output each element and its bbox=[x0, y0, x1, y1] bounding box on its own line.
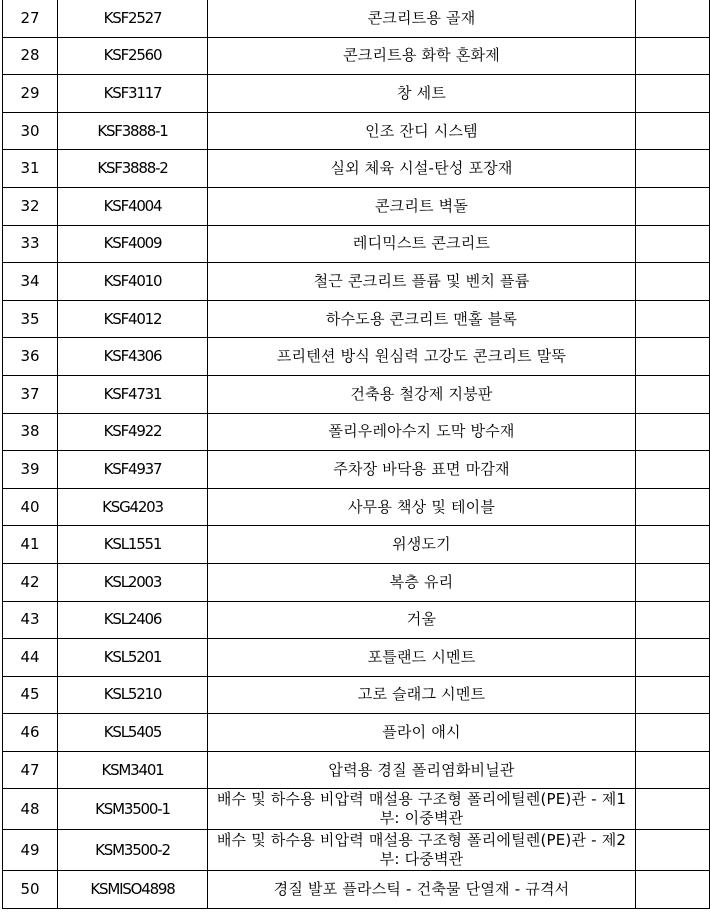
standard-name: 포틀랜드 시멘트 bbox=[208, 639, 636, 677]
standard-name: 레디믹스트 콘크리트 bbox=[208, 225, 636, 263]
table-row bbox=[3, 300, 710, 338]
note-cell bbox=[636, 413, 710, 451]
standard-code: KSL5201 bbox=[58, 639, 208, 677]
standard-name: 경질 발포 플라스틱 - 건축물 단열재 - 규격서 bbox=[208, 871, 636, 909]
note-cell bbox=[636, 488, 710, 526]
table-row bbox=[3, 830, 710, 871]
standard-name: 압력용 경질 폴리염화비닐관 bbox=[208, 751, 636, 789]
standard-name: 거울 bbox=[208, 601, 636, 639]
row-number: 50 bbox=[3, 871, 58, 909]
standard-name: 플라이 애시 bbox=[208, 714, 636, 752]
standard-name: 폴리우레아수지 도막 방수재 bbox=[208, 413, 636, 451]
standard-name: 콘크리트 벽돌 bbox=[208, 187, 636, 225]
row-number: 39 bbox=[3, 451, 58, 489]
standard-code: KSL1551 bbox=[58, 526, 208, 564]
note-cell bbox=[636, 263, 710, 301]
table-row bbox=[3, 526, 710, 564]
row-number: 44 bbox=[3, 639, 58, 677]
table-row bbox=[3, 871, 710, 909]
standard-name: 사무용 책상 및 테이블 bbox=[208, 488, 636, 526]
row-number: 31 bbox=[3, 150, 58, 188]
note-cell bbox=[636, 451, 710, 489]
table-row bbox=[3, 263, 710, 301]
note-cell bbox=[636, 0, 710, 37]
table-row bbox=[3, 789, 710, 830]
table-row bbox=[3, 676, 710, 714]
row-number: 47 bbox=[3, 751, 58, 789]
table-row bbox=[3, 451, 710, 489]
standard-name: 위생도기 bbox=[208, 526, 636, 564]
standard-code: KSL5405 bbox=[58, 714, 208, 752]
note-cell bbox=[636, 187, 710, 225]
standard-name: 창 세트 bbox=[208, 75, 636, 113]
standard-name: 하수도용 콘크리트 맨홀 블록 bbox=[208, 300, 636, 338]
note-cell bbox=[636, 563, 710, 601]
standard-code: KSF3888-2 bbox=[58, 150, 208, 188]
row-number: 27 bbox=[3, 0, 58, 37]
note-cell bbox=[636, 871, 710, 909]
table-row bbox=[3, 187, 710, 225]
note-cell bbox=[636, 75, 710, 113]
note-cell bbox=[636, 714, 710, 752]
standard-name: 콘크리트용 골재 bbox=[208, 0, 636, 37]
table-row bbox=[3, 112, 710, 150]
standard-code: KSMISO4898 bbox=[58, 871, 208, 909]
table-row bbox=[3, 37, 710, 75]
table-row bbox=[3, 563, 710, 601]
table-row bbox=[3, 488, 710, 526]
row-number: 32 bbox=[3, 187, 58, 225]
standard-name: 고로 슬래그 시멘트 bbox=[208, 676, 636, 714]
table-row bbox=[3, 601, 710, 639]
row-number: 43 bbox=[3, 601, 58, 639]
standard-name: 배수 및 하수용 비압력 매설용 구조형 폴리에틸렌(PE)관 - 제2부: 다중벽관 bbox=[208, 830, 636, 871]
row-number: 36 bbox=[3, 338, 58, 376]
standard-code: KSM3401 bbox=[58, 751, 208, 789]
standard-code: KSF3888-1 bbox=[58, 112, 208, 150]
table-row bbox=[3, 375, 710, 413]
standard-code: KSF4010 bbox=[58, 263, 208, 301]
note-cell bbox=[636, 601, 710, 639]
standard-code: KSF2527 bbox=[58, 0, 208, 37]
standard-name: 건축용 철강제 지붕판 bbox=[208, 375, 636, 413]
standard-name: 배수 및 하수용 비압력 매설용 구조형 폴리에틸렌(PE)관 - 제1부: 이중벽관 bbox=[208, 789, 636, 830]
standard-name: 콘크리트용 화학 혼화제 bbox=[208, 37, 636, 75]
table-row bbox=[3, 225, 710, 263]
row-number: 35 bbox=[3, 300, 58, 338]
standard-name: 실외 체육 시설-탄성 포장재 bbox=[208, 150, 636, 188]
note-cell bbox=[636, 150, 710, 188]
table-row bbox=[3, 413, 710, 451]
standard-code: KSG4203 bbox=[58, 488, 208, 526]
standards-table bbox=[2, 0, 710, 909]
row-number: 49 bbox=[3, 830, 58, 871]
note-cell bbox=[636, 676, 710, 714]
row-number: 45 bbox=[3, 676, 58, 714]
note-cell bbox=[636, 37, 710, 75]
table-row bbox=[3, 714, 710, 752]
standard-name: 복층 유리 bbox=[208, 563, 636, 601]
row-number: 30 bbox=[3, 112, 58, 150]
row-number: 34 bbox=[3, 263, 58, 301]
note-cell bbox=[636, 789, 710, 830]
row-number: 33 bbox=[3, 225, 58, 263]
note-cell bbox=[636, 639, 710, 677]
table-row bbox=[3, 639, 710, 677]
row-number: 46 bbox=[3, 714, 58, 752]
row-number: 41 bbox=[3, 526, 58, 564]
standard-name: 철근 콘크리트 플륨 및 벤치 플륨 bbox=[208, 263, 636, 301]
row-number: 40 bbox=[3, 488, 58, 526]
note-cell bbox=[636, 300, 710, 338]
standard-code: KSM3500-2 bbox=[58, 830, 208, 871]
row-number: 48 bbox=[3, 789, 58, 830]
standard-code: KSF4731 bbox=[58, 375, 208, 413]
standard-code: KSF4012 bbox=[58, 300, 208, 338]
note-cell bbox=[636, 526, 710, 564]
standard-code: KSF4009 bbox=[58, 225, 208, 263]
table-row bbox=[3, 75, 710, 113]
standard-code: KSF4004 bbox=[58, 187, 208, 225]
table-row bbox=[3, 338, 710, 376]
standard-code: KSL5210 bbox=[58, 676, 208, 714]
standard-code: KSF4922 bbox=[58, 413, 208, 451]
note-cell bbox=[636, 225, 710, 263]
note-cell bbox=[636, 830, 710, 871]
table-row bbox=[3, 0, 710, 37]
standard-code: KSL2003 bbox=[58, 563, 208, 601]
row-number: 38 bbox=[3, 413, 58, 451]
note-cell bbox=[636, 751, 710, 789]
note-cell bbox=[636, 375, 710, 413]
standard-name: 프리텐션 방식 원심력 고강도 콘크리트 말뚝 bbox=[208, 338, 636, 376]
table-row bbox=[3, 150, 710, 188]
row-number: 37 bbox=[3, 375, 58, 413]
standards-table-body bbox=[3, 0, 710, 909]
standard-code: KSL2406 bbox=[58, 601, 208, 639]
standard-code: KSF4306 bbox=[58, 338, 208, 376]
standard-name: 인조 잔디 시스템 bbox=[208, 112, 636, 150]
note-cell bbox=[636, 338, 710, 376]
note-cell bbox=[636, 112, 710, 150]
standard-name: 주차장 바닥용 표면 마감재 bbox=[208, 451, 636, 489]
table-row bbox=[3, 751, 710, 789]
row-number: 28 bbox=[3, 37, 58, 75]
row-number: 29 bbox=[3, 75, 58, 113]
standard-code: KSF4937 bbox=[58, 451, 208, 489]
standard-code: KSF2560 bbox=[58, 37, 208, 75]
row-number: 42 bbox=[3, 563, 58, 601]
standard-code: KSF3117 bbox=[58, 75, 208, 113]
standard-code: KSM3500-1 bbox=[58, 789, 208, 830]
